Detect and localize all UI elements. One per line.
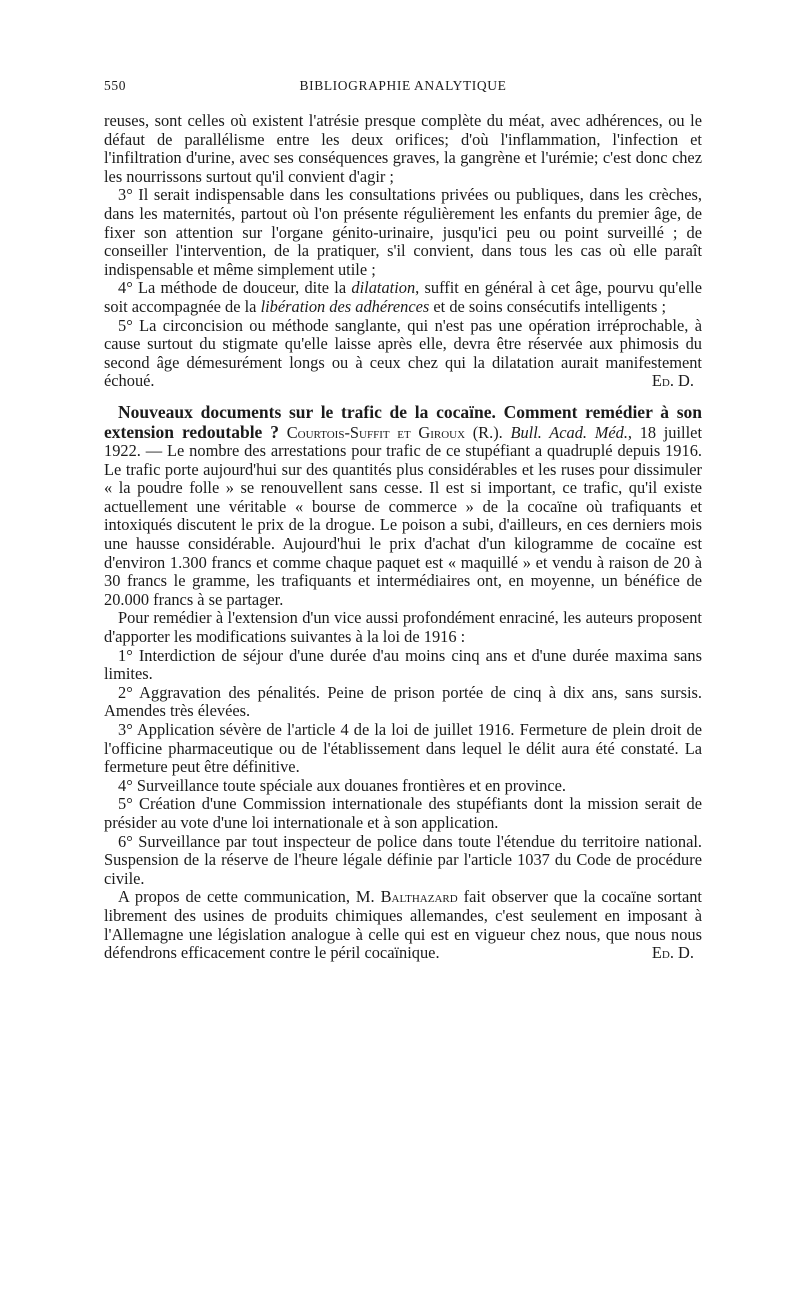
article-title: Nouveaux documents sur le trafic de la cocaïne. Comment remédier à son extension redoutable ?: [104, 401, 702, 442]
page-body: [104, 112, 702, 963]
article-intro: , 18 juillet 1922. — Le nombre des arrestations pour trafic de ce stupéfiant a quadruplé depuis 1916. Le trafic porte aujourd'hui sur des quantités plus considérables et les ruses pour dissimuler « la poudre folle » se renouvellent sans cesse. Il est si important, ce trafic, qu'il existe actuellement une véritable « bourse de commerce » de la cocaïne où trafiquants et intoxiqués discutent le prix de la drogue. Le poison a subi, d'ailleurs, en ces derniers mois une hausse considérable. Aujourd'hui le prix d'achat d'un kilogramme de cocaïne est d'environ 1.300 francs et comme chaque paquet est « maquillé » et vendu à raison de 20 à 30 francs le gramme, les trafiquants et intermédiaires ont, en moyenne, un bénéfice de 20.000 francs à se partager.: [104, 422, 702, 609]
list-item-3: 3° Application sévère de l'article 4 de la loi de juillet 1916. Fermeture de plein droit de l'officine pharmaceutique ou de l'établissement dans lequel le délit aura été constaté. La fermeture peut être définitive.: [104, 720, 702, 777]
article-entry: [104, 403, 702, 610]
balthazard-name: Balthazard: [380, 887, 458, 907]
page-number: 550: [104, 78, 127, 93]
list-item-5: 5° Création d'une Commission internationale des stupéfiants dont la mission serait de présider au vote d'une loi internationale et à son application.: [104, 794, 702, 832]
list-item-4: 4° Surveillance toute spéciale aux douanes frontières et en province.: [118, 775, 567, 795]
point-4-text-a: 4° La méthode de douceur, dite la: [118, 278, 352, 298]
list-item-2: 2° Aggravation des pénalités. Peine de prison portée de cinq à dix ans, sans sursis. Amendes très élevées.: [104, 682, 702, 721]
journal-name: Bull. Acad. Méd.: [510, 422, 628, 442]
list-item-1: 1° Interdiction de séjour d'une durée d'au moins cinq ans et d'une durée maxima sans limites.: [104, 645, 702, 684]
list-item-6: 6° Surveillance par tout inspecteur de police dans toute l'étendue du territoire national. Suspension de la réserve de l'heure légale définie par l'article 1037 du Code de procédure civile.: [104, 831, 702, 888]
running-header: [104, 78, 702, 98]
paragraph-point-3: 3° Il serait indispensable dans les consultations privées ou publiques, dans les crèches, dans les maternités, partout où l'on présente régulièrement les enfants du premier âge, de fixer son attention sur l'organe génito-urinaire, jusqu'ici peu ou point surveillé ; de conseiller l'intervention, de la pratiquer, s'il convient, dans tous les cas où elle paraît indispensable et même simplement utile ;: [104, 185, 702, 279]
signature-line-1: [104, 372, 702, 391]
point-4-text-b: , suffit en général à cet âge, pourvu qu'elle soit accompagnée de la: [104, 278, 702, 316]
point-4-text-c: et de soins consécutifs intelligents ;: [429, 296, 667, 316]
paragraph-point-5: 5° La circoncision ou méthode sanglante, qui n'est pas une opération irréprochable, à cause surtout du stigmate qu'elle laisse après elle, devra être réservée aux phimosis du second âge démesurément longs ou à ceux chez qui la dilatation aurait manifestement échoué.: [104, 315, 702, 391]
paragraph-point-4: [104, 279, 702, 316]
final-text-b: fait observer que la cocaïne sortant librement des usines de produits chimiques allemandes, c'est seulement en imposant à l'Allemagne une législation analogue à celle qui est en vigueur chez nous, que nous nous défendrons efficacement contre le péril cocaïnique.: [104, 887, 702, 963]
paragraph-continuation: reuses, sont celles où existent l'atrésie presque complète du méat, avec adhérences, ou le défaut de parallélisme entre les deux orifices; d'où l'inflammation, l'infection et l'infiltration d'urine, avec ses conséquences graves, la gangrène et l'urémie; c'est donc chez les nourrissons surtout qu'il convient d'agir ;: [104, 111, 702, 186]
running-title: BIBLIOGRAPHIE ANALYTIQUE: [299, 78, 507, 93]
liberation-term: libération des adhérences: [260, 296, 430, 316]
article-authors: Courtois-Suffit et Giroux (R.).: [286, 422, 503, 442]
final-text-a: A propos de cette communication, M.: [118, 887, 381, 907]
signature: Ed. D.: [651, 943, 694, 963]
signature: Ed. D.: [651, 371, 694, 391]
dilatation-term: dilatation: [351, 278, 416, 298]
paragraph-remedy: Pour remédier à l'extension d'un vice aussi profondément enraciné, les auteurs proposent d'apporter les modifications suivantes à la loi de 1916 :: [104, 608, 702, 647]
